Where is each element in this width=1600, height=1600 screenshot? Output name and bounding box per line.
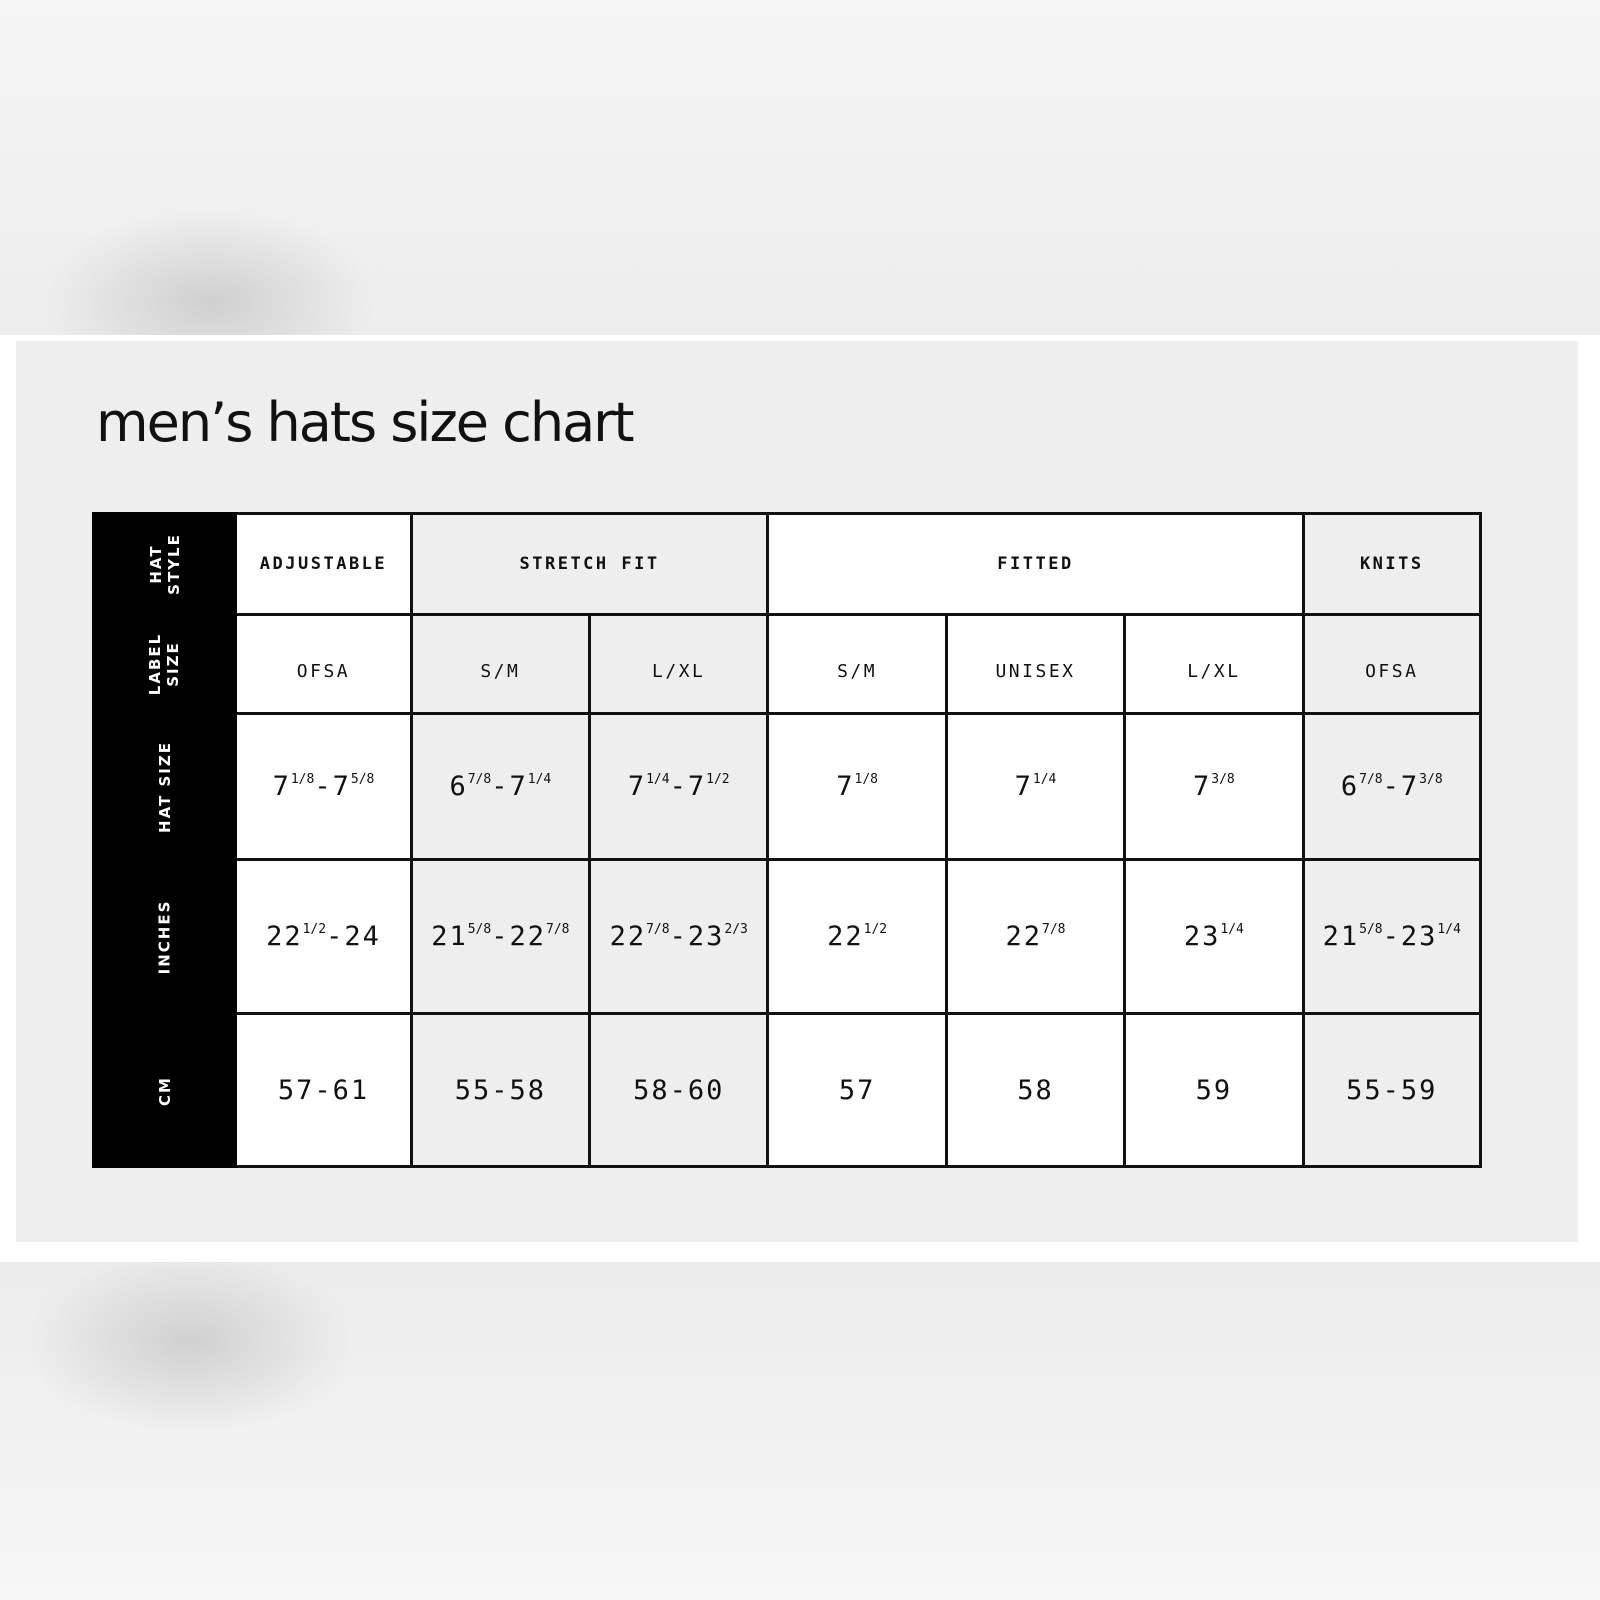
label-size-cell: OFSA (236, 615, 411, 714)
label-size-cell: S/M (768, 615, 946, 714)
row-header-hat-style (94, 514, 236, 615)
inches-cell: $21^{5/8}-23^{1/4}$ (1303, 860, 1480, 1014)
hat-size-cell: $7^{1/8}-7^{5/8}$ (236, 714, 411, 860)
row-header-label-size-label: LABEL SIZE (146, 632, 183, 696)
label-size-cell: S/M (411, 615, 589, 714)
label-size-cell: UNISEX (946, 615, 1124, 714)
row-header-cm-label: CM (155, 1075, 174, 1106)
row-header-hat-size-label: HAT SIZE (155, 741, 174, 833)
row-hat-size (94, 714, 1481, 860)
hat-size-cell: $7^{1/4}-7^{1/2}$ (590, 714, 768, 860)
row-header-label-size (94, 615, 236, 714)
row-header-cm (94, 1014, 236, 1167)
size-chart-table (92, 512, 1482, 1168)
cm-cell: 58 (946, 1014, 1124, 1167)
row-header-inches-label: INCHES (155, 899, 174, 975)
hat-size-cell: $6^{7/8}-7^{1/4}$ (411, 714, 589, 860)
style-stretch-fit: STRETCH FIT (411, 514, 768, 615)
row-label-size (94, 615, 1481, 714)
cm-cell: 57-61 (236, 1014, 411, 1167)
hat-size-cell: $6^{7/8}-7^{3/8}$ (1303, 714, 1480, 860)
row-cm (94, 1014, 1481, 1167)
inches-cell: $22^{7/8}$ (946, 860, 1124, 1014)
background-top (0, 0, 1600, 335)
style-adjustable: ADJUSTABLE (236, 514, 411, 615)
background-bottom-shadow (0, 1262, 700, 1600)
inches-cell: $21^{5/8}-22^{7/8}$ (411, 860, 589, 1014)
inches-cell: $22^{7/8}-23^{2/3}$ (590, 860, 768, 1014)
row-header-hat-size (94, 714, 236, 860)
inches-cell: $22^{1/2}$ (768, 860, 946, 1014)
row-inches (94, 860, 1481, 1014)
inches-cell: $23^{1/4}$ (1125, 860, 1303, 1014)
cm-cell: 55-58 (411, 1014, 589, 1167)
row-header-inches (94, 860, 236, 1014)
style-fitted: FITTED (768, 514, 1303, 615)
cm-cell: 55-59 (1303, 1014, 1480, 1167)
hat-size-cell: $7^{1/8}$ (768, 714, 946, 860)
cm-cell: 59 (1125, 1014, 1303, 1167)
row-hat-style (94, 514, 1481, 615)
row-header-hat-style-label: HAT STYLE (146, 533, 183, 595)
label-size-cell: L/XL (1125, 615, 1303, 714)
hat-size-cell: $7^{1/4}$ (946, 714, 1124, 860)
page-title: men’s hats size chart (96, 391, 633, 454)
label-size-cell: OFSA (1303, 615, 1480, 714)
inches-cell: $22^{1/2}-24$ (236, 860, 411, 1014)
style-knits: KNITS (1303, 514, 1480, 615)
cm-cell: 58-60 (590, 1014, 768, 1167)
cm-cell: 57 (768, 1014, 946, 1167)
label-size-cell: L/XL (590, 615, 768, 714)
hat-size-cell: $7^{3/8}$ (1125, 714, 1303, 860)
